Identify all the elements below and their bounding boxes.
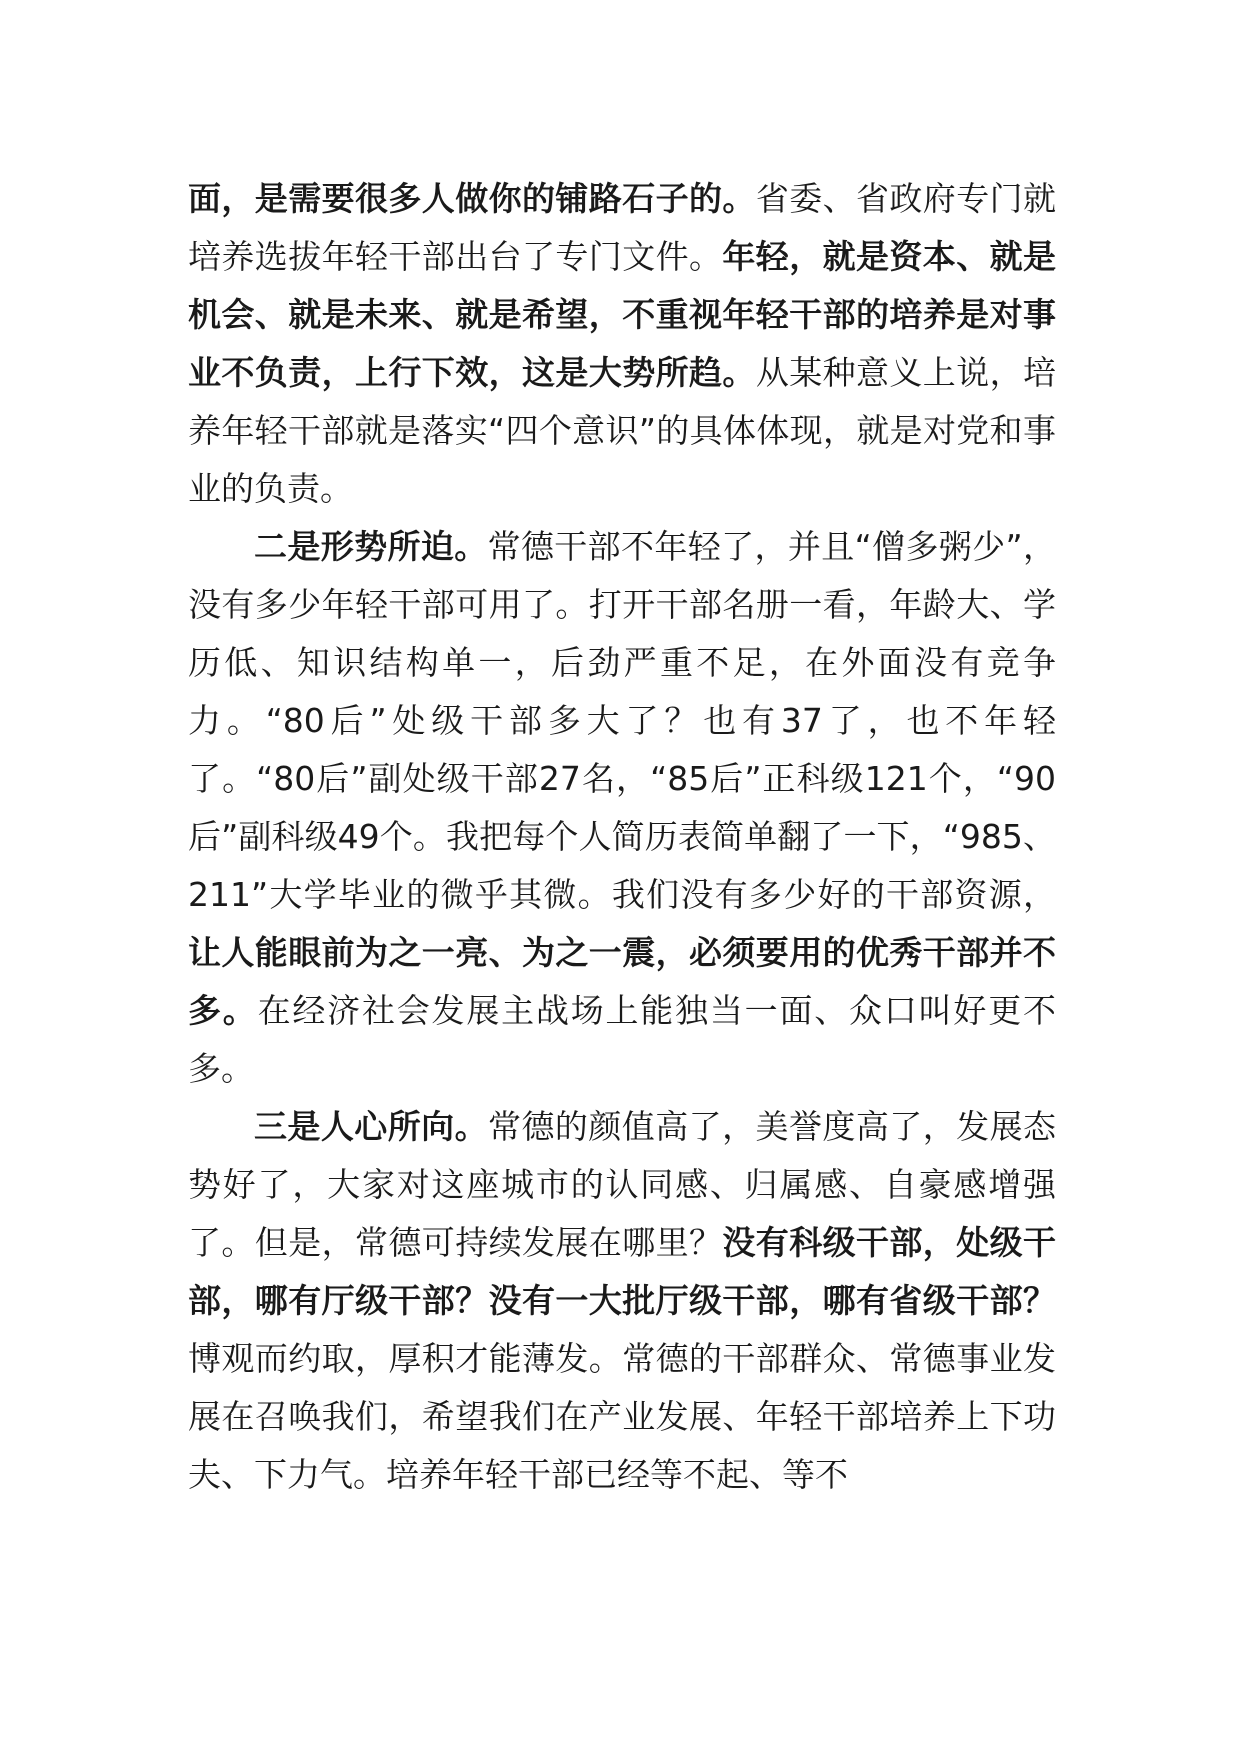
bold-text: 面，是需要很多人做你的铺路石子的。 — [188, 179, 756, 218]
body-text: 在经济社会发展主战场上能独当一面、众口叫好更不多。 — [188, 991, 1057, 1088]
body-text: 从某种意义上说，培养年轻干部就是落实“四个意识”的具体体现，就是对党和事业的负责。 — [188, 353, 1057, 508]
body-text: 常德的颜值高了，美誉度高了，发展态势好了，大家对这座城市的认同感、归属感、自豪感增强了。但是，常德可持续发展在哪里？ — [188, 1107, 1057, 1262]
bold-text: 让人能眼前为之一亮、为之一震，必须要用的优秀干部并不多。 — [188, 933, 1056, 1030]
body-text: 常德干部不年轻了，并且“僧多粥少”，没有多少年轻干部可用了。打开干部名册一看，年龄大、学历低、知识结构单一，后劲严重不足，在外面没有竞争力。“80后”处级干部多大了？也有37了，也不年轻了。“80后”副处级干部27名，“85后”正科级121个，“90后”副科级49个。我把每个人简历表简单翻了一下，“985、211”大学毕业的微乎其微。我们没有多少好的干部资源， — [188, 527, 1057, 914]
bold-text: 年轻，就是资本、就是机会、就是未来、就是希望，不重视年轻干部的培养是对事业不负责，上行下效，这是大势所趋。 — [188, 237, 1057, 392]
paragraph-2 — [188, 518, 1056, 1098]
paragraph-3 — [188, 1098, 1056, 1504]
paragraph-1 — [188, 170, 1056, 518]
paragraph-heading: 二是形势所迫。 — [254, 527, 488, 566]
paragraph-heading: 三是人心所向。 — [254, 1107, 489, 1146]
body-text: 博观而约取，厚积才能薄发。常德的干部群众、常德事业发展在召唤我们，希望我们在产业发展、年轻干部培养上下功夫、下力气。培养年轻干部已经等不起、等不 — [188, 1339, 1056, 1494]
bold-text: 没有科级干部，处级干部，哪有厅级干部？没有一大批厅级干部，哪有省级干部？ — [188, 1223, 1057, 1320]
body-text: 省委、省政府专门就培养选拔年轻干部出台了专门文件。 — [188, 179, 1057, 276]
document-body — [188, 170, 1056, 1504]
